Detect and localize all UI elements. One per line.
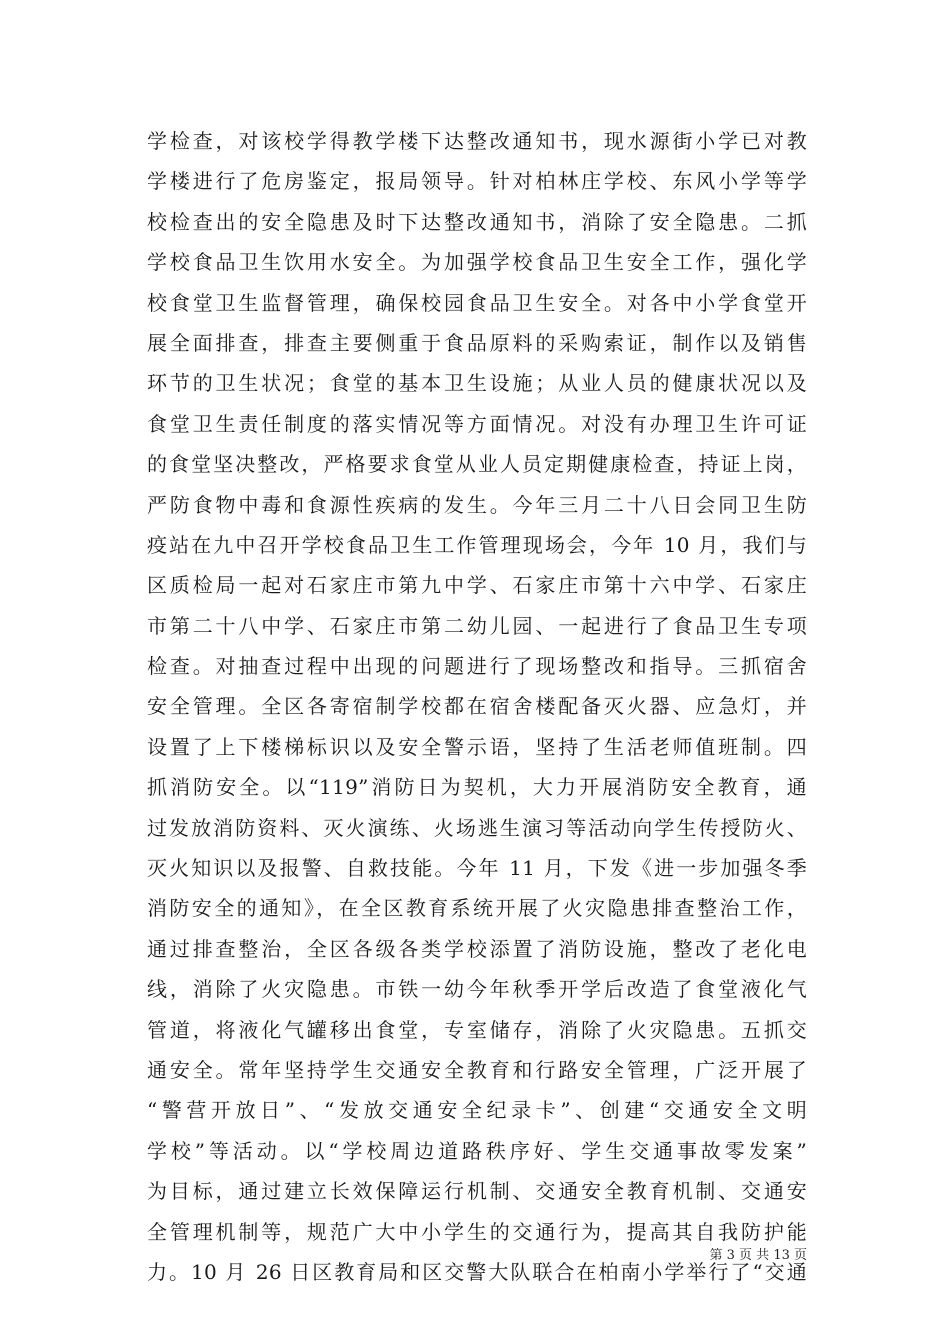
body-line: 学楼进行了危房鉴定，报局领导。针对柏林庄学校、东风小学等学 xyxy=(147,169,807,194)
page-number: 第 3 页 共 13 页 xyxy=(709,1248,807,1263)
body-line: 灭火知识以及报警、自救技能。今年 11 月，下发《进一步加强冬季 xyxy=(147,856,807,881)
body-line: 抓消防安全。以“119”消防日为契机，大力开展消防安全教育，通 xyxy=(147,775,807,800)
body-line: 检查。对抽查过程中出现的问题进行了现场整改和指导。三抓宿舍 xyxy=(147,654,807,679)
body-line: 的食堂坚决整改，严格要求食堂从业人员定期健康检查，持证上岗， xyxy=(147,452,807,477)
body-line: 校食堂卫生监督管理，确保校园食品卫生安全。对各中小学食堂开 xyxy=(147,290,807,315)
body-line: 区质检局一起对石家庄市第九中学、石家庄市第十六中学、石家庄 xyxy=(147,573,807,598)
body-text xyxy=(147,121,807,1292)
body-line: 疫站在九中召开学校食品卫生工作管理现场会，今年 10 月，我们与 xyxy=(147,532,807,557)
body-line: 学校”等活动。以“学校周边道路秩序好、学生交通事故零发案” xyxy=(147,1138,807,1163)
body-line: 市第二十八中学、石家庄市第二幼儿园、一起进行了食品卫生专项 xyxy=(147,613,807,638)
body-line: 严防食物中毒和食源性疾病的发生。今年三月二十八日会同卫生防 xyxy=(147,492,807,517)
body-line: 线，消除了火灾隐患。市铁一幼今年秋季开学后改造了食堂液化气 xyxy=(147,977,807,1002)
body-line: 力。10 月 26 日区教育局和区交警大队联合在柏南小学举行了“交通 xyxy=(147,1259,807,1284)
body-line: 环节的卫生状况；食堂的基本卫生设施；从业人员的健康状况以及 xyxy=(147,371,807,396)
body-line: 通安全。常年坚持学生交通安全教育和行路安全管理，广泛开展了 xyxy=(147,1057,807,1082)
body-line: 为目标，通过建立长效保障运行机制、交通安全教育机制、交通安 xyxy=(147,1179,807,1204)
body-line: 管道，将液化气罐移出食堂，专室储存，消除了火灾隐患。五抓交 xyxy=(147,1017,807,1042)
body-line: 安全管理。全区各寄宿制学校都在宿舍楼配备灭火器、应急灯，并 xyxy=(147,694,807,719)
body-line: 学校食品卫生饮用水安全。为加强学校食品卫生安全工作，强化学 xyxy=(147,250,807,275)
body-line: 过发放消防资料、灭火演练、火场逃生演习等活动向学生传授防火、 xyxy=(147,815,807,840)
body-line: 通过排查整治，全区各级各类学校添置了消防设施，整改了老化电 xyxy=(147,936,807,961)
body-line: “警营开放日”、“发放交通安全纪录卡”、创建“交通安全文明 xyxy=(147,1098,807,1123)
body-line: 学检查，对该校学得教学楼下达整改通知书，现水源街小学已对教 xyxy=(147,129,807,153)
body-line: 校检查出的安全隐患及时下达整改通知书，消除了安全隐患。二抓 xyxy=(147,209,807,234)
body-line: 消防安全的通知》，在全区教育系统开展了火灾隐患排查整治工作， xyxy=(147,896,807,921)
body-line: 全管理机制等，规范广大中小学生的交通行为，提高其自我防护能 xyxy=(147,1219,807,1244)
body-line: 食堂卫生责任制度的落实情况等方面情况。对没有办理卫生许可证 xyxy=(147,411,807,436)
body-line: 设置了上下楼梯标识以及安全警示语，坚持了生活老师值班制。四 xyxy=(147,734,807,759)
body-line: 展全面排查，排查主要侧重于食品原料的采购索证，制作以及销售 xyxy=(147,330,807,355)
